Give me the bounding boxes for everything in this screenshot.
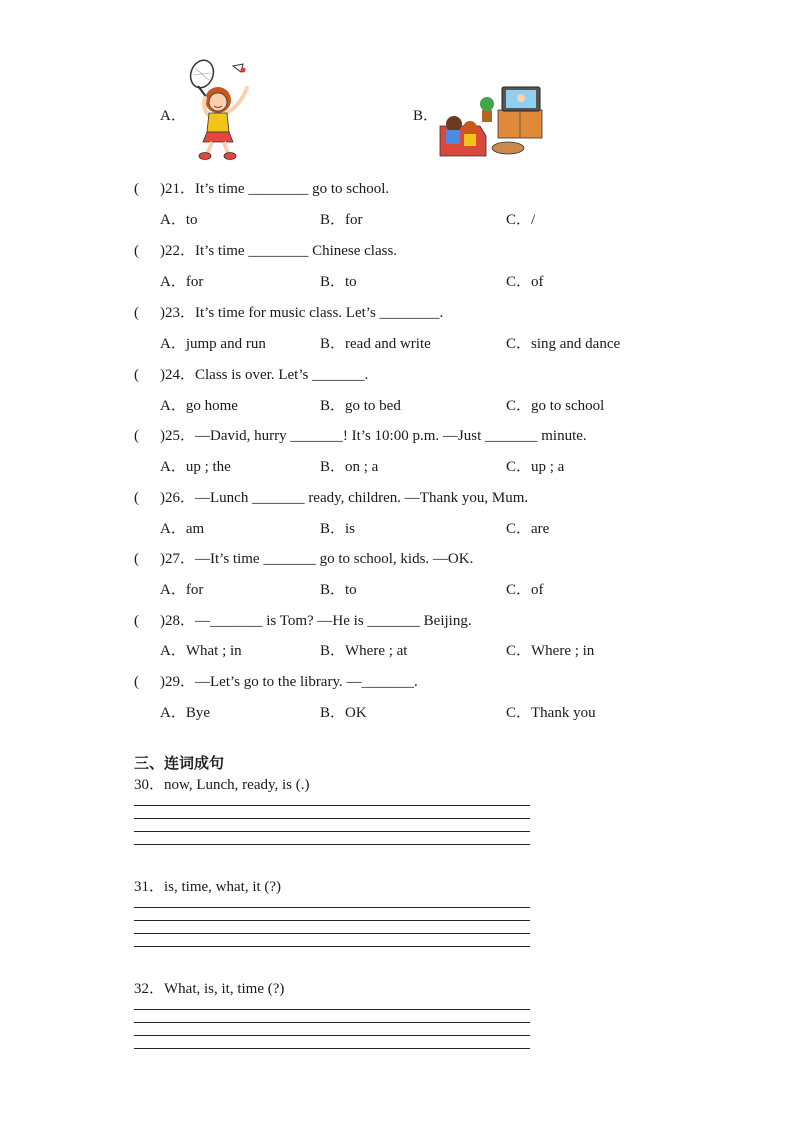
answer-blank[interactable]: ( — [134, 613, 139, 629]
question-stem: )21．It’s time ________ go to school. — [160, 181, 390, 197]
question-stem: )23．It’s time for music class. Let’s ________. — [160, 305, 444, 321]
writing-line[interactable] — [134, 1035, 530, 1036]
answer-blank[interactable]: ( — [134, 367, 139, 383]
option-c[interactable]: C．go to school — [506, 398, 605, 414]
question-stem: )29．—Let’s go to the library. —_______. — [160, 674, 418, 690]
answer-blank[interactable]: ( — [134, 674, 139, 690]
question-stem: )22．It’s time ________ Chinese class. — [160, 243, 398, 259]
question-26 — [134, 486, 528, 507]
option-c[interactable]: C．/ — [506, 212, 536, 228]
writing-line[interactable] — [134, 907, 530, 908]
option-a[interactable]: A．Bye — [160, 705, 210, 721]
question-21 — [134, 177, 389, 198]
answer-blank[interactable]: ( — [134, 428, 139, 444]
option-a[interactable]: A．to — [160, 212, 198, 228]
writing-line[interactable] — [134, 920, 530, 921]
writing-line[interactable] — [134, 844, 530, 845]
option-a[interactable]: A．go home — [160, 398, 238, 414]
question-29 — [134, 670, 418, 691]
option-b[interactable]: B．OK — [320, 705, 367, 721]
answer-blank[interactable]: ( — [134, 181, 139, 197]
question-stem: )27．—It’s time _______ go to school, kids. —OK. — [160, 551, 474, 567]
writing-line[interactable] — [134, 1048, 530, 1049]
question-stem: )28．—_______ is Tom? —He is _______ Beijing. — [160, 613, 472, 629]
writing-line[interactable] — [134, 933, 530, 934]
sentence-prompt-30: 30．now, Lunch, ready, is (.) — [134, 777, 310, 793]
picture-b-label: B． — [413, 108, 439, 124]
writing-line[interactable] — [134, 831, 530, 832]
answer-blank[interactable]: ( — [134, 490, 139, 506]
writing-line[interactable] — [134, 1022, 530, 1023]
option-a[interactable]: A．up ; the — [160, 459, 231, 475]
writing-line[interactable] — [134, 946, 530, 947]
option-c[interactable]: C．Thank you — [506, 705, 596, 721]
option-b[interactable]: B．for — [320, 212, 363, 228]
writing-line[interactable] — [134, 1009, 530, 1010]
answer-blank[interactable]: ( — [134, 243, 139, 259]
option-c[interactable]: C．Where ; in — [506, 643, 595, 659]
option-b[interactable]: B．read and write — [320, 336, 431, 352]
answer-blank[interactable]: ( — [134, 551, 139, 567]
writing-line[interactable] — [134, 818, 530, 819]
option-a[interactable]: A．What ; in — [160, 643, 242, 659]
question-stem: )24．Class is over. Let’s _______. — [160, 367, 369, 383]
option-c[interactable]: C．sing and dance — [506, 336, 621, 352]
question-27 — [134, 547, 473, 568]
option-c[interactable]: C．of — [506, 274, 544, 290]
option-b[interactable]: B．on ; a — [320, 459, 379, 475]
option-b[interactable]: B．is — [320, 521, 356, 537]
question-25 — [134, 424, 587, 445]
option-a[interactable]: A．jump and run — [160, 336, 266, 352]
watching-tv-picture — [438, 84, 548, 164]
badminton-girl-picture — [185, 58, 260, 163]
answer-blank[interactable]: ( — [134, 305, 139, 321]
picture-a-label: A． — [160, 108, 186, 124]
question-stem: )26．—Lunch _______ ready, children. —Thank you, Mum. — [160, 490, 529, 506]
question-22 — [134, 239, 397, 260]
sentence-prompt-31: 31．is, time, what, it (?) — [134, 879, 282, 895]
option-b[interactable]: B．go to bed — [320, 398, 401, 414]
question-stem: )25．—David, hurry _______! It’s 10:00 p.m. —Just _______ minute. — [160, 428, 587, 444]
question-23 — [134, 301, 443, 322]
option-c[interactable]: C．up ; a — [506, 459, 565, 475]
option-a[interactable]: A．for — [160, 274, 204, 290]
option-a[interactable]: A．for — [160, 582, 204, 598]
option-a[interactable]: A．am — [160, 521, 205, 537]
option-c[interactable]: C．are — [506, 521, 550, 537]
section-title: 三、连词成句 — [134, 754, 225, 772]
writing-line[interactable] — [134, 805, 530, 806]
option-b[interactable]: B．to — [320, 582, 357, 598]
sentence-prompt-32: 32．What, is, it, time (?) — [134, 981, 285, 997]
option-b[interactable]: B．to — [320, 274, 357, 290]
option-b[interactable]: B．Where ; at — [320, 643, 408, 659]
question-28 — [134, 609, 472, 630]
question-24 — [134, 363, 368, 384]
option-c[interactable]: C．of — [506, 582, 544, 598]
